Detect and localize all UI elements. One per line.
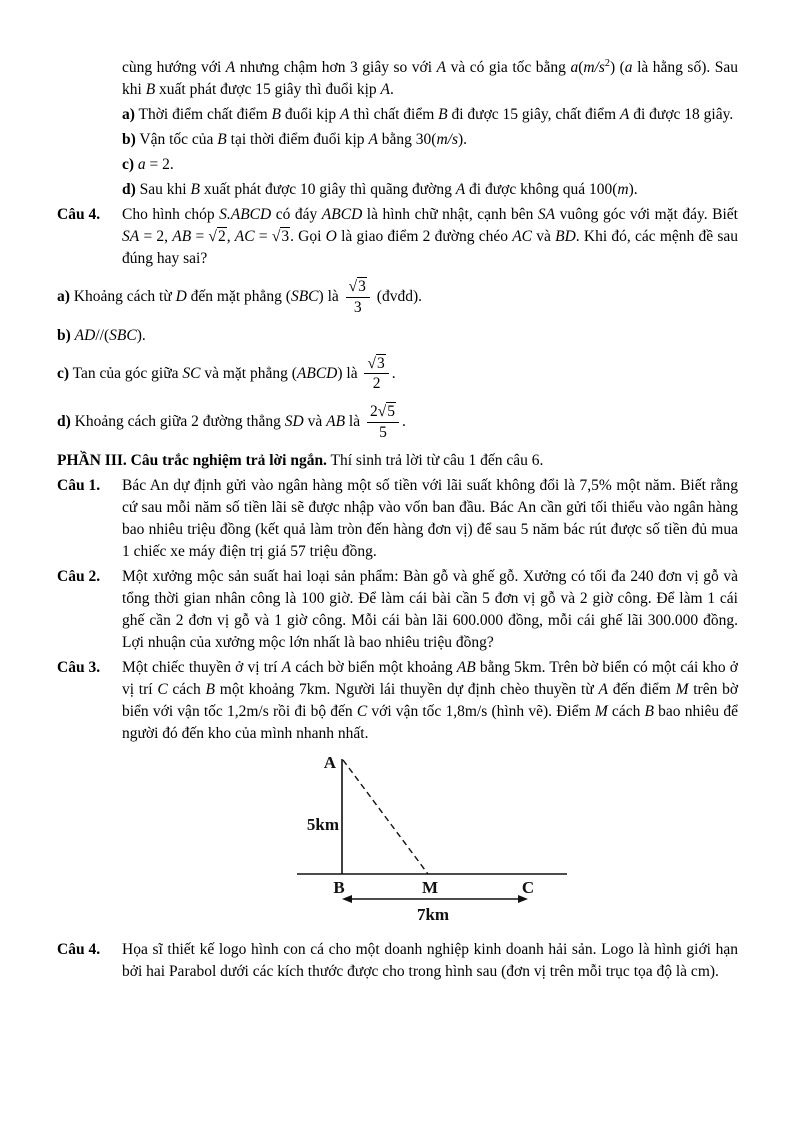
- text-run: (đvđd).: [372, 287, 422, 305]
- question-label: Câu 4.: [57, 940, 101, 958]
- text-run: B: [438, 106, 448, 123]
- text-run: là hằng số). Sau khi: [122, 59, 739, 98]
- statement-d-geometry: [57, 401, 738, 444]
- text-run: AC: [234, 228, 255, 245]
- text-run: thì chất điểm: [349, 106, 439, 123]
- question-text: [122, 941, 738, 980]
- text-run: có đáy: [271, 206, 322, 223]
- text-run: = 2,: [139, 228, 173, 245]
- text-run: Sau khi: [135, 181, 191, 198]
- text-run: B: [190, 181, 200, 198]
- figure-boat-triangle: [290, 748, 738, 933]
- text-run: BD: [555, 228, 576, 245]
- text-run: SA: [537, 206, 556, 223]
- question-text: [122, 568, 738, 651]
- text-run: a: [624, 59, 633, 76]
- text-run: trên bờ biển với vận tốc 1,2m/s rồi đi bộ đến: [122, 680, 739, 720]
- radical: √3: [367, 354, 385, 372]
- text-run: a): [57, 287, 70, 305]
- text-run: .: [402, 413, 406, 431]
- text-run: d): [57, 413, 71, 431]
- text-run: B: [644, 702, 654, 720]
- text-run: C: [356, 702, 368, 720]
- text-run: O: [325, 228, 337, 245]
- question-cau1: [57, 475, 738, 563]
- text-run: A: [380, 81, 391, 98]
- text-run: Thí sinh trả lời từ câu 1 đến câu 6.: [326, 451, 544, 469]
- question-cau4-logo: [57, 939, 738, 983]
- question-cau3: [57, 657, 738, 745]
- text-run: Tan của góc giữa: [69, 364, 183, 382]
- question-cau2: [57, 566, 738, 654]
- text-run: A: [598, 680, 608, 698]
- text-run: Bác An dự định gửi vào ngân hàng một số tiền với lãi suất không đổi là 7,5% một năm. Biết rằng cứ sau mỗi năm số tiền lãi sẽ được nhập vào vốn ban đầu. Bác An cần gửi tối thiểu vào ngân hàng bao nhiêu triệu đồng (kết quả làm tròn đến hàng đơn vị) để sau 5 năm bác rút được số tiền đủ mua 1 chiếc xe máy điện trị giá 57 triệu đồng.: [122, 476, 738, 560]
- text-run: Thời điểm chất điểm: [134, 106, 272, 123]
- radical: √5: [377, 403, 395, 421]
- point-a-label: A: [323, 752, 336, 772]
- text-run: xuất phát được 10 giây thì quãng đường: [199, 181, 456, 198]
- text-run: AB: [326, 413, 346, 431]
- radical: √3: [271, 228, 290, 245]
- text-run: SC: [182, 364, 201, 382]
- text-run: B: [271, 106, 282, 123]
- text-run: . Khi đó, các mệnh đề sau đúng hay sai?: [122, 228, 739, 267]
- fraction: [346, 278, 370, 317]
- distance-ab-label: 5km: [306, 814, 339, 834]
- point-m-label: M: [421, 877, 439, 897]
- text-run: a): [122, 106, 135, 123]
- text-run: M: [675, 680, 689, 698]
- text-run: AD: [74, 326, 96, 344]
- text-run: ) là: [337, 364, 362, 382]
- text-run: AB: [456, 658, 476, 676]
- text-run: AB: [172, 228, 192, 245]
- text-run: là: [345, 413, 364, 431]
- text-run: c): [57, 364, 70, 382]
- question-label: Câu 2.: [57, 567, 101, 585]
- text-run: SD: [284, 413, 304, 431]
- text-run: A: [368, 131, 378, 148]
- text-run: B: [205, 680, 216, 698]
- text-run: ABCD: [296, 364, 338, 382]
- text-run: A: [281, 658, 292, 676]
- text-run: B: [217, 131, 227, 148]
- text-run: A: [455, 181, 466, 198]
- text-run: SA: [122, 228, 140, 245]
- text-run: ).: [458, 131, 468, 148]
- text-run: đuổi kịp: [281, 106, 341, 123]
- text-run: và có gia tốc bằng: [446, 59, 571, 76]
- text-run: A: [340, 106, 350, 123]
- text-run: AC: [512, 228, 533, 245]
- statement-c-geometry: [57, 353, 738, 396]
- question-text: [122, 206, 738, 267]
- text-run: đi được 15 giây, chất điểm: [447, 106, 620, 123]
- text-run: A: [619, 106, 630, 123]
- radical: √2: [208, 228, 226, 245]
- text-run: A: [436, 59, 447, 76]
- point-b-label: B: [333, 877, 345, 897]
- statement-a-geometry: [57, 276, 738, 319]
- text-run: (: [578, 59, 584, 76]
- statement-c: [122, 154, 738, 176]
- text-run: d): [122, 181, 136, 198]
- fraction: [367, 403, 399, 442]
- text-run: SBC: [109, 326, 137, 344]
- segment-am-dashed: [343, 760, 428, 874]
- text-run: cách: [607, 702, 645, 720]
- text-run: //(: [95, 326, 110, 344]
- text-run: và: [303, 413, 327, 431]
- text-run: vuông góc với mặt đáy. Biết: [555, 206, 738, 223]
- text-run: =: [254, 228, 272, 245]
- question-label: Câu 3.: [57, 658, 101, 676]
- text-run: 5: [379, 424, 387, 442]
- text-run: b): [57, 326, 71, 344]
- text-run: một khoảng 7km. Người lái thuyền dự định chèo thuyền từ: [215, 680, 599, 698]
- text-run: cách bờ biển một khoảng: [291, 658, 457, 676]
- text-run: A: [225, 59, 236, 76]
- text-run: SBC: [290, 287, 319, 305]
- text-run: Khoảng cách giữa 2 đường thẳng: [70, 413, 285, 431]
- text-run: C: [157, 680, 168, 698]
- text-run: ) (: [609, 59, 625, 76]
- text-run: ) là: [318, 287, 343, 305]
- text-run: .: [391, 364, 396, 382]
- text-run: 2: [372, 375, 381, 393]
- text-run: S.ABCD: [219, 206, 272, 223]
- statement-a: [122, 104, 738, 126]
- text-run: Họa sĩ thiết kế logo hình con cá cho một doanh nghiệp kinh doanh hải sản. Logo là hình giới hạn bởi hai Parabol dưới các kích thước được cho trong hình sau (đơn vị trên mỗi trục tọa độ là cm).: [122, 940, 738, 980]
- radical: √3: [348, 278, 366, 295]
- text-run: m/s: [583, 59, 605, 76]
- text-run: bao nhiêu để người đó đến kho của mình nhanh nhất.: [122, 702, 738, 742]
- statement-d: [122, 179, 738, 201]
- text-run: a: [137, 156, 146, 173]
- text-run: .: [390, 81, 394, 98]
- text-run: bằng 30(: [377, 131, 437, 148]
- text-run: đi được không quá 100(: [465, 181, 618, 198]
- question-cau4-geometry: [57, 204, 738, 270]
- statement-b-geometry: [57, 325, 738, 347]
- text-run: a: [570, 59, 579, 76]
- text-run: Cho hình chóp: [122, 206, 220, 223]
- point-c-label: C: [521, 877, 535, 897]
- distance-bc-label: 7km: [416, 904, 450, 924]
- text-run: ,: [226, 228, 235, 245]
- question-text: [122, 659, 738, 742]
- question-label: Câu 4.: [57, 206, 101, 223]
- statement-b: [122, 129, 738, 151]
- paragraph-continuation: [122, 57, 738, 101]
- text-run: m: [617, 181, 629, 198]
- superscript: 2: [604, 57, 610, 69]
- text-run: = 2.: [145, 156, 174, 173]
- text-run: là giao điểm 2 đường chéo: [336, 228, 513, 245]
- text-run: xuất phát được 15 giây thì đuổi kịp: [155, 81, 381, 98]
- text-run: đến mặt phẳng (: [186, 287, 291, 305]
- text-run: b): [122, 131, 136, 148]
- text-run: =: [191, 228, 209, 245]
- text-run: 2: [369, 403, 378, 421]
- text-run: M: [594, 702, 608, 720]
- text-run: với vận tốc 1,8m/s (hình vẽ). Điểm: [367, 702, 595, 720]
- text-run: Khoảng cách từ: [69, 287, 176, 305]
- text-run: B: [145, 81, 156, 98]
- text-run: Một xưởng mộc sản suất hai loại sản phẩm: Bàn gỗ và ghế gỗ. Xưởng có tối đa 240 đơn vị gỗ và tổng thời gian nhân công là 100 giờ. Để làm cái bài cần 5 đơn vị gỗ và 2 giờ công. Để làm 1 cái ghế cần 2 đơn vị gỗ và 1 giờ công. Mỗi cái bàn lãi 600.000 đồng, mỗi cái ghế lãi 300.000 đồng. Lợi nhuận của xưởng mộc lớn nhất là bao nhiêu triệu đồng?: [122, 567, 738, 651]
- text-run: tại thời điểm đuổi kịp: [226, 131, 369, 148]
- text-run: nhưng chậm hơn 3 giây so với: [235, 59, 437, 76]
- text-run: ).: [136, 326, 146, 344]
- text-run: Một chiếc thuyền ở vị trí: [122, 658, 282, 676]
- text-run: D: [175, 287, 187, 305]
- text-run: là hình chữ nhật, cạnh bên: [362, 206, 538, 223]
- triangle-diagram: [290, 748, 580, 926]
- text-run: Vận tốc của: [135, 131, 218, 148]
- text-run: đi được 18 giây.: [629, 106, 734, 123]
- text-run: . Gọi: [290, 228, 326, 245]
- text-run: cùng hướng với: [122, 59, 226, 76]
- text-run: m/s: [436, 131, 458, 148]
- text-run: c): [122, 156, 135, 173]
- text-run: ABCD: [321, 206, 363, 223]
- question-text: [122, 477, 738, 560]
- text-run: và: [532, 228, 556, 245]
- text-run: cách: [167, 680, 206, 698]
- text-run: PHẦN III. Câu trắc nghiệm trả lời ngắn.: [57, 451, 327, 469]
- question-label: Câu 1.: [57, 476, 101, 494]
- text-run: và mặt phẳng (: [200, 364, 297, 382]
- text-run: 3: [353, 298, 362, 316]
- text-run: đến điểm: [607, 680, 676, 698]
- text-run: bằng 5km. Trên bờ biển có một cái kho ở vị trí: [122, 658, 739, 698]
- fraction: [364, 355, 388, 394]
- text-run: ).: [628, 181, 638, 198]
- part3-heading: [57, 450, 738, 472]
